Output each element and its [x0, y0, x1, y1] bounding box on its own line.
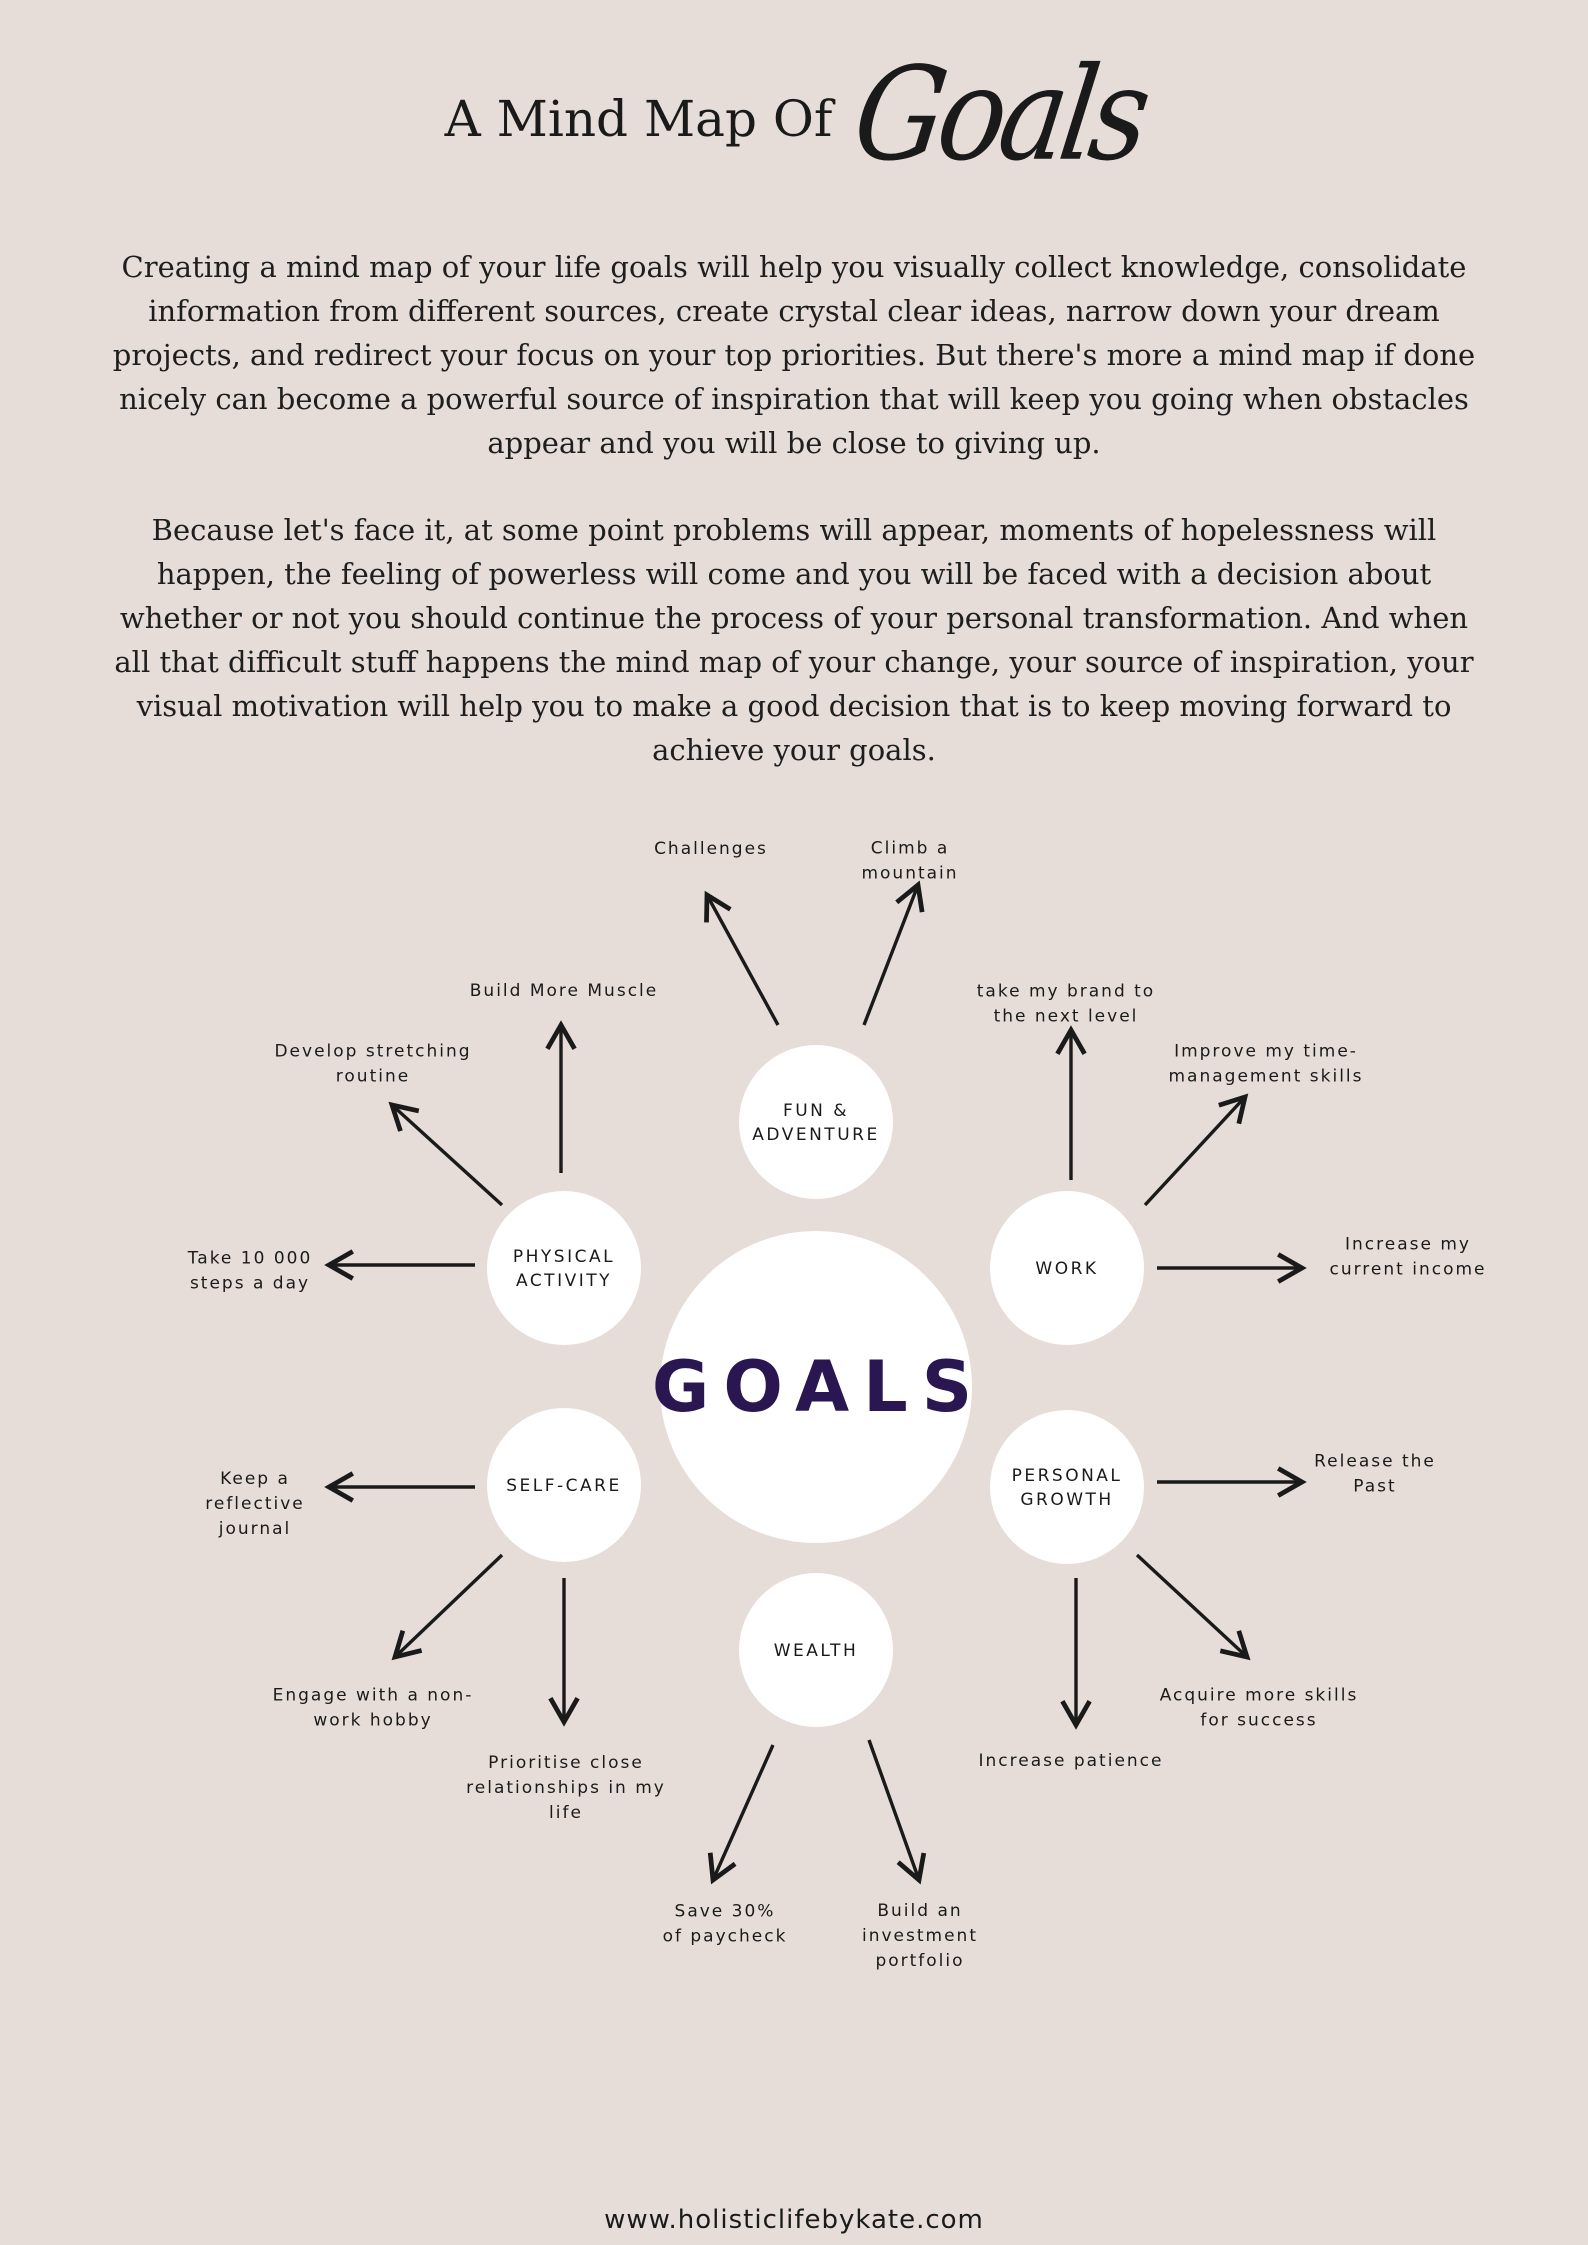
center-label: GOALS: [651, 1346, 987, 1428]
category-label-work: WORK: [1035, 1259, 1099, 1279]
goal-label-work-2: Increase my current income: [1329, 1234, 1487, 1280]
goal-label-work-0: take my brand to the next level: [976, 981, 1156, 1027]
arrow-wealth-0: [713, 1745, 773, 1880]
category-label-fun-adventure: FUN & ADVENTURE: [752, 1101, 880, 1145]
footer-website: www.holisticlifebykate.com: [604, 2205, 984, 2235]
goal-label-work-1: Improve my time-management skills: [1168, 1041, 1364, 1087]
goal-label-physical-activity-2: Build More Muscle: [469, 981, 659, 1001]
intro-paragraph-2: Because let's face it, at some point problems will appear, moments of hopelessness will happen, the feeling of powerless will come and you will be faced with a decision about whether or not you should continue the process of your personal transformation. And when all that difficult stuff happens the mind map of your change, your source of inspiration, your visual motivation will help you to make a good decision that is to keep moving forward to achieve your goals.: [114, 513, 1474, 767]
goal-label-physical-activity-0: Take 10 000 steps a day: [187, 1248, 313, 1294]
goal-label-personal-growth-2: Increase patience: [978, 1751, 1164, 1771]
category-circle-personal-growth: [990, 1410, 1144, 1564]
goal-label-personal-growth-1: Acquire more skills for success: [1159, 1685, 1359, 1731]
arrow-fun-adventure-0: [707, 895, 778, 1025]
intro-paragraph-1: Creating a mind map of your life goals will help you visually collect knowledge, consolidate information from different sources, create crystal clear ideas, narrow down your dream projects, and redirect your focus on your top priorities. But there's more a mind map if done nicely can become a powerful source of inspiration that will keep you going when obstacles appear and you will be close to giving up.: [112, 250, 1476, 460]
title-text: A Mind Map Of: [444, 90, 833, 148]
arrow-fun-adventure-1: [864, 885, 918, 1025]
category-label-physical-activity: PHYSICAL ACTIVITY: [512, 1247, 616, 1291]
arrow-physical-activity-1: [392, 1105, 502, 1205]
arrow-wealth-1: [869, 1740, 919, 1880]
arrow-personal-growth-1: [1137, 1555, 1247, 1657]
goal-label-self-care-1: Engage with a non-work hobby: [272, 1685, 474, 1731]
goal-label-wealth-0: Save 30% of paycheck: [662, 1901, 788, 1947]
goal-label-self-care-0: Keep a reflective journal: [205, 1469, 305, 1539]
goal-label-fun-adventure-1: Climb a mountain: [861, 838, 959, 884]
category-label-self-care: SELF-CARE: [506, 1476, 622, 1496]
goal-label-self-care-2: Prioritise close relationships in my life: [466, 1753, 666, 1823]
arrow-self-care-1: [395, 1555, 502, 1657]
category-circle-physical-activity: [487, 1191, 641, 1345]
arrow-work-1: [1145, 1097, 1245, 1205]
goal-label-physical-activity-1: Develop stretching routine: [274, 1041, 472, 1087]
goal-label-personal-growth-0: Release the Past: [1314, 1451, 1436, 1497]
category-label-personal-growth: PERSONAL GROWTH: [1011, 1466, 1123, 1510]
goal-label-fun-adventure-0: Challenges: [654, 839, 768, 859]
category-label-wealth: WEALTH: [773, 1641, 859, 1661]
goal-label-wealth-1: Build an investment portfolio: [862, 1901, 978, 1971]
title-script-word: Goals: [845, 40, 1154, 190]
category-circle-fun-adventure: [739, 1045, 893, 1199]
